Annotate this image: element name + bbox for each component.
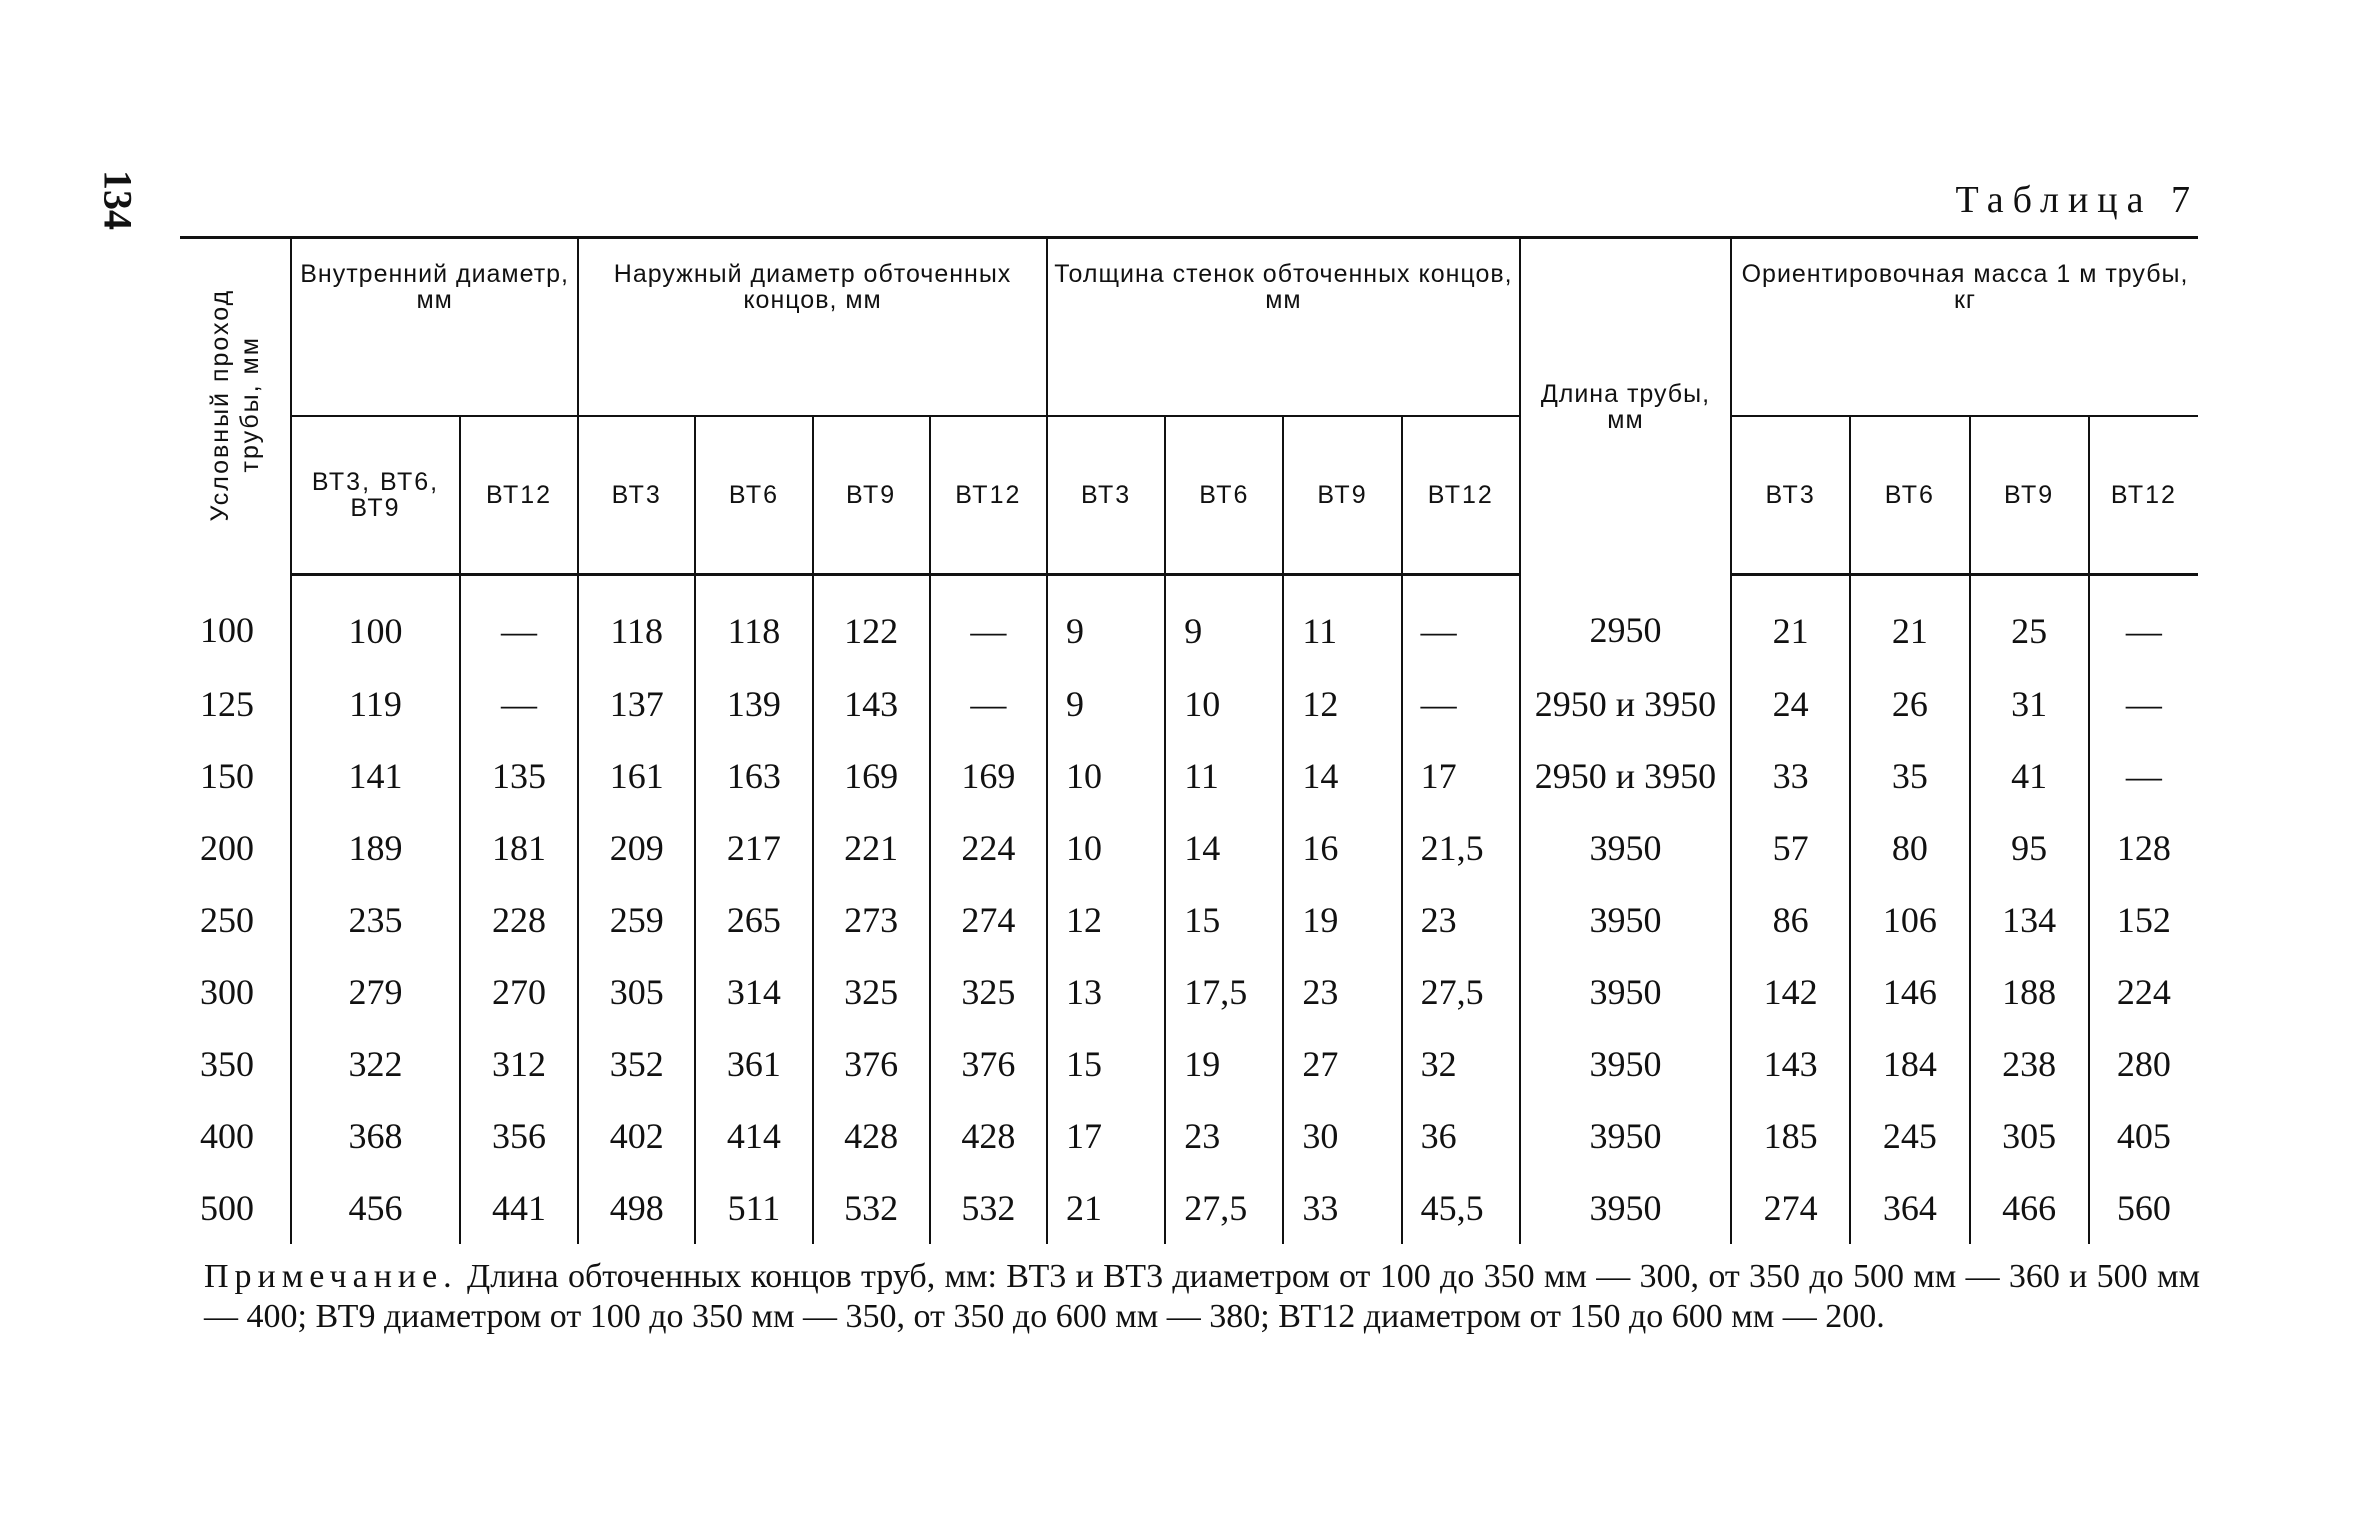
cell-mass-bt9: 305 (1970, 1100, 2089, 1172)
header-mass-bt6: ВТ6 (1850, 416, 1969, 575)
table-row (180, 1172, 2198, 1244)
cell-wall-bt9: 16 (1283, 812, 1401, 884)
cell-pipe-length: 3950 (1520, 1172, 1731, 1244)
cell-nominal-bore: 250 (200, 900, 254, 940)
cell-inner-bt12: 356 (460, 1100, 578, 1172)
cell-wall-bt9: 19 (1283, 884, 1401, 956)
cell-inner-bt12: 441 (460, 1172, 578, 1244)
cell-outer-bt9: 273 (813, 884, 930, 956)
cell-outer-bt3: 209 (578, 812, 695, 884)
cell-outer-bt3: 305 (578, 956, 695, 1028)
cell-mass-bt3: 21 (1731, 575, 1850, 669)
cell-mass-bt6: 184 (1850, 1028, 1969, 1100)
cell-inner-bt3-bt6-bt9: 279 (291, 956, 460, 1028)
cell-wall-bt9: 12 (1283, 668, 1401, 740)
table-row (180, 812, 2198, 884)
table-row (180, 1100, 2198, 1172)
table-row (180, 1028, 2198, 1100)
cell-outer-bt12: 428 (930, 1100, 1047, 1172)
cell-inner-bt3-bt6-bt9: 368 (291, 1100, 460, 1172)
table-row (180, 956, 2198, 1028)
pipe-dimensions-table-container (180, 236, 2198, 1244)
header-mass-bt12: ВТ12 (2089, 416, 2198, 575)
cell-outer-bt9: 428 (813, 1100, 930, 1172)
header-mass: Ориентировочная масса 1 м трубы, кг (1731, 238, 2198, 417)
cell-mass-bt3: 24 (1731, 668, 1850, 740)
cell-inner-bt3-bt6-bt9: 322 (291, 1028, 460, 1100)
header-row-grades (180, 416, 2198, 575)
cell-pipe-length: 3950 (1520, 884, 1731, 956)
cell-outer-bt12: 224 (930, 812, 1047, 884)
cell-mass-bt12: 224 (2089, 956, 2198, 1028)
cell-wall-bt6: 23 (1165, 1100, 1283, 1172)
cell-wall-bt12: 27,5 (1402, 956, 1520, 1028)
cell-mass-bt6: 245 (1850, 1100, 1969, 1172)
cell-wall-bt12: 21,5 (1402, 812, 1520, 884)
cell-wall-bt9: 14 (1283, 740, 1401, 812)
header-wall-thickness: Толщина стенок обточенных концов, мм (1047, 238, 1520, 417)
cell-wall-bt6: 11 (1165, 740, 1283, 812)
cell-wall-bt6: 10 (1165, 668, 1283, 740)
cell-mass-bt12: 280 (2089, 1028, 2198, 1100)
header-inner-diameter: Внутренний диаметр, мм (291, 238, 578, 417)
header-mass-bt9: ВТ9 (1970, 416, 2089, 575)
cell-nominal-bore: 350 (200, 1044, 254, 1084)
cell-mass-bt3: 86 (1731, 884, 1850, 956)
header-wall-bt9: ВТ9 (1283, 416, 1401, 575)
cell-inner-bt3-bt6-bt9: 235 (291, 884, 460, 956)
table-row (180, 575, 2198, 669)
cell-mass-bt12: 560 (2089, 1172, 2198, 1244)
cell-mass-bt6: 80 (1850, 812, 1969, 884)
header-outer-diameter: Наружный диаметр обточенных концов, мм (578, 238, 1047, 417)
cell-mass-bt3: 274 (1731, 1172, 1850, 1244)
cell-wall-bt12: 36 (1402, 1100, 1520, 1172)
cell-outer-bt12: 325 (930, 956, 1047, 1028)
cell-nominal-bore: 150 (200, 756, 254, 796)
cell-outer-bt3: 137 (578, 668, 695, 740)
cell-outer-bt9: 325 (813, 956, 930, 1028)
header-nominal-bore (180, 238, 291, 575)
cell-wall-bt3: 10 (1047, 740, 1165, 812)
cell-mass-bt12: 405 (2089, 1100, 2198, 1172)
cell-mass-bt6: 146 (1850, 956, 1969, 1028)
cell-inner-bt3-bt6-bt9: 141 (291, 740, 460, 812)
cell-mass-bt6: 106 (1850, 884, 1969, 956)
cell-outer-bt3: 259 (578, 884, 695, 956)
cell-outer-bt12: — (930, 575, 1047, 669)
cell-pipe-length: 3950 (1520, 812, 1731, 884)
note-text: Длина обточенных концов труб, мм: ВТ3 и ВТ3 диаметром от 100 до 350 мм — 300, от 350 до 500 мм — 360 и 500 мм — 400; ВТ9 диаметром от 100 до 350 мм — 350, от 350 до 600 мм — 380; ВТ12 диаметром от 150 до 600 мм — 200. (204, 1258, 2201, 1335)
cell-mass-bt9: 466 (1970, 1172, 2089, 1244)
cell-outer-bt9: 221 (813, 812, 930, 884)
cell-wall-bt3: 9 (1047, 668, 1165, 740)
header-outer-bt9: ВТ9 (813, 416, 930, 575)
cell-mass-bt9: 188 (1970, 956, 2089, 1028)
cell-wall-bt3: 12 (1047, 884, 1165, 956)
cell-outer-bt12: 532 (930, 1172, 1047, 1244)
cell-wall-bt3: 21 (1047, 1172, 1165, 1244)
cell-wall-bt3: 10 (1047, 812, 1165, 884)
cell-outer-bt3: 498 (578, 1172, 695, 1244)
cell-mass-bt9: 31 (1970, 668, 2089, 740)
header-wall-bt3: ВТ3 (1047, 416, 1165, 575)
header-inner-bt3-bt6-bt9: ВТ3, ВТ6, ВТ9 (291, 416, 460, 575)
cell-nominal-bore: 200 (200, 828, 254, 868)
cell-nominal-bore: 125 (200, 684, 254, 724)
cell-mass-bt3: 142 (1731, 956, 1850, 1028)
cell-inner-bt3-bt6-bt9: 456 (291, 1172, 460, 1244)
cell-nominal-bore: 100 (200, 610, 254, 651)
header-outer-bt6: ВТ6 (695, 416, 812, 575)
cell-wall-bt9: 33 (1283, 1172, 1401, 1244)
cell-outer-bt6: 414 (695, 1100, 812, 1172)
cell-inner-bt12: 135 (460, 740, 578, 812)
cell-mass-bt3: 143 (1731, 1028, 1850, 1100)
cell-pipe-length: 2950 и 3950 (1520, 740, 1731, 812)
cell-inner-bt12: 312 (460, 1028, 578, 1100)
cell-outer-bt3: 402 (578, 1100, 695, 1172)
pipe-dimensions-table (180, 236, 2198, 1244)
cell-outer-bt6: 163 (695, 740, 812, 812)
cell-mass-bt6: 35 (1850, 740, 1969, 812)
cell-outer-bt12: 376 (930, 1028, 1047, 1100)
cell-mass-bt9: 41 (1970, 740, 2089, 812)
cell-outer-bt3: 161 (578, 740, 695, 812)
cell-outer-bt6: 139 (695, 668, 812, 740)
cell-nominal-bore: 400 (200, 1116, 254, 1156)
table-row (180, 740, 2198, 812)
cell-nominal-bore: 500 (200, 1188, 254, 1228)
cell-mass-bt3: 185 (1731, 1100, 1850, 1172)
cell-inner-bt3-bt6-bt9: 119 (291, 668, 460, 740)
table-note (204, 1257, 2200, 1337)
cell-wall-bt12: 32 (1402, 1028, 1520, 1100)
cell-outer-bt6: 217 (695, 812, 812, 884)
cell-outer-bt12: 169 (930, 740, 1047, 812)
cell-wall-bt3: 13 (1047, 956, 1165, 1028)
cell-outer-bt3: 118 (578, 575, 695, 669)
cell-outer-bt6: 118 (695, 575, 812, 669)
cell-outer-bt9: 169 (813, 740, 930, 812)
cell-wall-bt6: 19 (1165, 1028, 1283, 1100)
table-row (180, 884, 2198, 956)
cell-mass-bt12: 128 (2089, 812, 2198, 884)
cell-mass-bt9: 238 (1970, 1028, 2089, 1100)
cell-outer-bt12: — (930, 668, 1047, 740)
cell-mass-bt9: 134 (1970, 884, 2089, 956)
cell-pipe-length: 3950 (1520, 1100, 1731, 1172)
cell-outer-bt9: 376 (813, 1028, 930, 1100)
cell-wall-bt6: 27,5 (1165, 1172, 1283, 1244)
cell-wall-bt12: 23 (1402, 884, 1520, 956)
cell-nominal-bore: 300 (200, 972, 254, 1012)
cell-outer-bt12: 274 (930, 884, 1047, 956)
cell-wall-bt3: 15 (1047, 1028, 1165, 1100)
cell-mass-bt12: 152 (2089, 884, 2198, 956)
cell-pipe-length: 3950 (1520, 1028, 1731, 1100)
cell-outer-bt6: 314 (695, 956, 812, 1028)
table-title: Таблица 7 (1955, 179, 2199, 221)
cell-inner-bt3-bt6-bt9: 189 (291, 812, 460, 884)
note-label: Примечание. (204, 1258, 458, 1295)
table-body (180, 575, 2198, 1245)
cell-inner-bt12: 228 (460, 884, 578, 956)
cell-pipe-length: 2950 и 3950 (1520, 668, 1731, 740)
cell-pipe-length: 2950 (1520, 575, 1731, 669)
cell-outer-bt6: 361 (695, 1028, 812, 1100)
cell-mass-bt12: — (2089, 575, 2198, 669)
header-pipe-length: Длина трубы, мм (1520, 238, 1731, 575)
cell-mass-bt6: 364 (1850, 1172, 1969, 1244)
cell-wall-bt12: 45,5 (1402, 1172, 1520, 1244)
header-mass-bt3: ВТ3 (1731, 416, 1850, 575)
cell-outer-bt9: 532 (813, 1172, 930, 1244)
cell-wall-bt3: 17 (1047, 1100, 1165, 1172)
cell-outer-bt9: 122 (813, 575, 930, 669)
cell-wall-bt12: 17 (1402, 740, 1520, 812)
header-outer-bt3: ВТ3 (578, 416, 695, 575)
cell-wall-bt9: 23 (1283, 956, 1401, 1028)
cell-wall-bt9: 30 (1283, 1100, 1401, 1172)
cell-mass-bt3: 57 (1731, 812, 1850, 884)
header-wall-bt6: ВТ6 (1165, 416, 1283, 575)
table-row (180, 668, 2198, 740)
cell-inner-bt12: 181 (460, 812, 578, 884)
header-nominal-bore-label: Условный проход трубы, мм (206, 287, 265, 521)
page-number: 134 (95, 170, 141, 230)
cell-mass-bt12: — (2089, 740, 2198, 812)
cell-outer-bt6: 265 (695, 884, 812, 956)
cell-wall-bt3: 9 (1047, 575, 1165, 669)
cell-wall-bt12: — (1402, 575, 1520, 669)
cell-inner-bt3-bt6-bt9: 100 (291, 575, 460, 669)
cell-mass-bt12: — (2089, 668, 2198, 740)
cell-inner-bt12: 270 (460, 956, 578, 1028)
cell-inner-bt12: — (460, 575, 578, 669)
cell-wall-bt9: 11 (1283, 575, 1401, 669)
header-outer-bt12: ВТ12 (930, 416, 1047, 575)
cell-mass-bt6: 21 (1850, 575, 1969, 669)
header-wall-bt12: ВТ12 (1402, 416, 1520, 575)
cell-inner-bt12: — (460, 668, 578, 740)
header-row-groups (180, 238, 2198, 417)
header-inner-bt12: ВТ12 (460, 416, 578, 575)
cell-wall-bt12: — (1402, 668, 1520, 740)
cell-wall-bt9: 27 (1283, 1028, 1401, 1100)
cell-mass-bt9: 25 (1970, 575, 2089, 669)
cell-outer-bt6: 511 (695, 1172, 812, 1244)
cell-outer-bt9: 143 (813, 668, 930, 740)
cell-wall-bt6: 14 (1165, 812, 1283, 884)
cell-mass-bt3: 33 (1731, 740, 1850, 812)
cell-mass-bt9: 95 (1970, 812, 2089, 884)
cell-wall-bt6: 9 (1165, 575, 1283, 669)
cell-wall-bt6: 17,5 (1165, 956, 1283, 1028)
cell-outer-bt3: 352 (578, 1028, 695, 1100)
cell-wall-bt6: 15 (1165, 884, 1283, 956)
cell-pipe-length: 3950 (1520, 956, 1731, 1028)
cell-mass-bt6: 26 (1850, 668, 1969, 740)
